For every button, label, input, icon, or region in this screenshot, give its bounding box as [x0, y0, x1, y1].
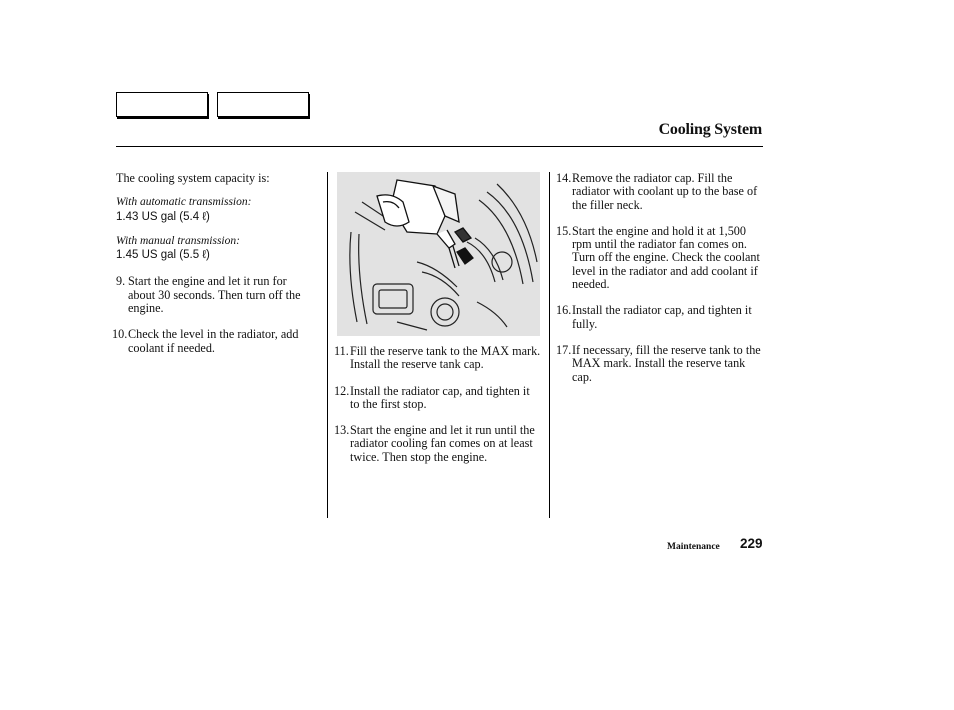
step-number: 17.	[556, 342, 572, 357]
step-10	[112, 327, 316, 355]
nav-tab-box-1[interactable]	[116, 92, 208, 117]
step-text: If necessary, fill the reserve tank to the MAX mark. Install the reserve tank cap.	[572, 342, 761, 384]
step-17	[556, 344, 768, 384]
step-14	[556, 172, 768, 212]
left-column	[112, 171, 316, 368]
step-9	[116, 275, 316, 315]
step-number: 16.	[556, 303, 572, 318]
page-number: 229	[740, 536, 763, 551]
step-text: Install the radiator cap, and tighten it fully.	[572, 303, 752, 331]
step-text: Start the engine and hold it at 1,500 rpm until the radiator fan comes on. Turn off the engine. Check the coolant level in the radiator and add coolant if needed.	[572, 223, 760, 292]
step-11	[334, 345, 542, 372]
step-text: Remove the radiator cap. Fill the radiator with coolant up to the base of the filler neck.	[572, 171, 758, 212]
capacity-label-manual: With manual transmission:	[116, 234, 240, 247]
capacity-intro: The cooling system capacity is:	[116, 171, 270, 185]
step-15	[556, 225, 768, 291]
column-divider-1	[327, 172, 328, 518]
step-text: Install the radiator cap, and tighten it to the first stop.	[350, 383, 530, 411]
step-text: Check the level in the radiator, add coolant if needed.	[128, 327, 299, 355]
step-13	[334, 424, 542, 464]
capacity-value-automatic: 1.43 US gal (5.4 ℓ)	[116, 210, 210, 223]
footer-section-label: Maintenance	[667, 542, 720, 552]
step-16	[556, 304, 768, 331]
column-divider-2	[549, 172, 550, 518]
middle-column	[334, 172, 542, 477]
step-number: 14.	[556, 171, 572, 185]
step-12	[334, 385, 542, 412]
step-number: 12.	[334, 383, 350, 398]
capacity-label-automatic: With automatic transmission:	[116, 196, 252, 209]
step-text: Start the engine and let it run until the radiator cooling fan comes on at least twice. Then stop the engine.	[350, 423, 535, 464]
title-divider	[116, 146, 763, 147]
page-title: Cooling System	[658, 121, 762, 138]
step-text: Start the engine and let it run for about 30 seconds. Then turn off the engine.	[128, 274, 301, 316]
right-column	[556, 172, 768, 397]
step-number: 9.	[116, 274, 126, 289]
step-number: 15.	[556, 223, 572, 238]
capacity-value-manual: 1.45 US gal (5.5 ℓ)	[116, 249, 210, 262]
step-text: Fill the reserve tank to the MAX mark. Install the reserve tank cap.	[350, 344, 541, 372]
step-number: 10.	[112, 327, 128, 342]
step-number: 13.	[334, 423, 350, 438]
nav-tab-box-2[interactable]	[217, 92, 309, 117]
coolant-pour-illustration-icon	[337, 172, 540, 336]
step-number: 11.	[334, 344, 349, 358]
